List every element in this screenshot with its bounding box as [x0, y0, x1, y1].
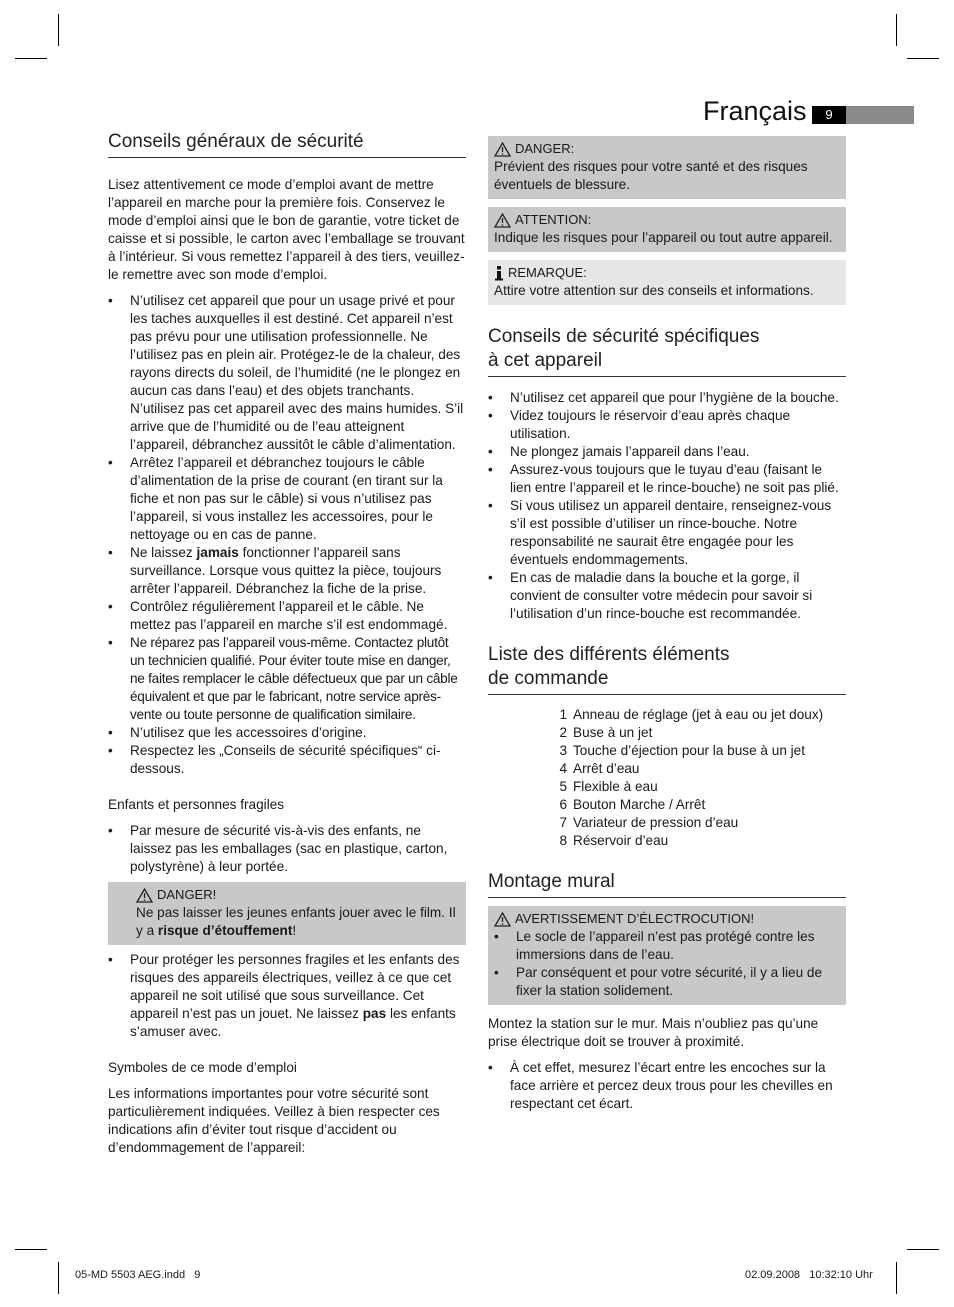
- list-item: • Pour protéger les personnes fragiles et les enfants des risques des appareils électriques, veillez à ce que cet appareil ne soit utilisé que sous surveillance. Cet appareil n’est pas un jouet. Ne laissez pas les enfants s’amuser avec.: [108, 952, 460, 1039]
- children-bullet-list: [108, 822, 466, 876]
- left-column: [108, 130, 466, 1157]
- electrocution-warning-box: AVERTISSEMENT D’ÉLECTROCUTION! • Le socle de l’appareil n’est pas protégé contre les immersions dans de l’eau. • Par conséquent et pour votre sécurité, il y a lieu de fixer la station solidement.: [488, 906, 846, 1005]
- info-icon: [494, 266, 504, 281]
- header-bar: [846, 106, 914, 124]
- crop-mark: [15, 58, 47, 59]
- crop-mark: [15, 1249, 47, 1250]
- attention-symbol-box: ATTENTION: Indique les risques pour l’appareil ou tout autre appareil.: [488, 207, 846, 252]
- remark-symbol-box: REMARQUE: Attire votre attention sur des conseils et informations.: [488, 260, 846, 305]
- list-item: • Contrôlez régulièrement l’appareil et le câble. Ne mettez pas l’appareil en marche s’il est endommagé.: [108, 599, 448, 632]
- list-item: • Ne laissez jamais fonctionner l’appareil sans surveillance. Lorsque vous quittez la pièce, toujours arrêter l’appareil. Débranchez la fiche de la prise.: [108, 545, 442, 596]
- crop-mark: [58, 14, 59, 46]
- wall-mount-title: Montage mural: [488, 870, 846, 898]
- danger-box-text: Ne pas laisser les jeunes enfants jouer avec le film. Il y a risque d’étouffement!: [136, 905, 456, 938]
- mount-paragraph: Montez la station sur le mur. Mais n’oubliez pas qu’une prise électrique doit se trouver à proximité.: [488, 1016, 819, 1049]
- list-item: 2 Buse à un jet: [559, 725, 653, 740]
- controls-title: Liste des différents éléments de commande: [488, 643, 846, 695]
- crop-mark: [907, 1249, 939, 1250]
- warning-triangle-icon: [494, 142, 511, 157]
- list-item: • En cas de maladie dans la bouche et la gorge, il convient de consulter votre médecin pour savoir si l’utilisation d’un rince-bouche est recommandée.: [488, 570, 813, 621]
- danger-symbol-box: DANGER: Prévient des risques pour votre santé et des risques éventuels de blessure.: [488, 136, 846, 199]
- list-item: • Par mesure de sécurité vis-à-vis des enfants, ne laissez pas les emballages (sac en plastique, carton, polystyrène) à leur portée.: [108, 823, 448, 874]
- list-item: • Respectez les „Conseils de sécurité spécifiques“ ci-dessous.: [108, 743, 441, 776]
- list-item: • Arrêtez l’appareil et débranchez toujours le câble d’alimentation de la prise de courant (en tirant sur la fiche et non pas sur le câble) si vous n’utilisez pas l’appareil, si vous installez les accessoires, pour le nettoyage ou en cas de panne.: [108, 455, 443, 542]
- controls-list: [554, 706, 846, 850]
- list-item: 4 Arrêt d’eau: [559, 761, 640, 776]
- danger-box: [108, 882, 466, 945]
- general-safety-title: Conseils généraux de sécurité: [108, 130, 466, 158]
- list-item: • Videz toujours le réservoir d’eau après chaque utilisation.: [488, 408, 791, 441]
- footer-datetime: 02.09.2008 10:32:10 Uhr: [745, 1269, 873, 1281]
- children-subheading: Enfants et personnes fragiles: [108, 797, 285, 812]
- warning-triangle-icon: [136, 888, 153, 903]
- warning-triangle-icon: [494, 213, 511, 228]
- list-item: • Si vous utilisez un appareil dentaire, renseignez-vous s’il est possible d’utiliser un rince-bouche. Notre responsabilité ne saurait être engagée pour les éventuels endommagements.: [488, 498, 832, 567]
- list-item: 6 Bouton Marche / Arrêt: [559, 797, 706, 812]
- list-item: 5 Flexible à eau: [559, 779, 658, 794]
- list-item: • N’utilisez cet appareil que pour l’hygiène de la bouche.: [488, 390, 839, 405]
- warning-triangle-icon: [494, 912, 511, 927]
- page-number: 9: [812, 106, 846, 124]
- list-item: • Par conséquent et pour votre sécurité, il y a lieu de fixer la station solidement.: [494, 965, 823, 998]
- list-item: 1 Anneau de réglage (jet à eau ou jet doux): [559, 707, 824, 722]
- crop-mark: [896, 1262, 897, 1294]
- specific-bullet-list: [488, 389, 846, 623]
- list-item: 3 Touche d’éjection pour la buse à un jet: [559, 743, 806, 758]
- general-bullet-list: [108, 292, 466, 778]
- mount-bullet-list: [488, 1059, 846, 1113]
- children-bullet-list-2: [108, 951, 466, 1041]
- specific-safety-title: Conseils de sécurité spécifiques à cet appareil: [488, 325, 846, 377]
- language-title: Français: [703, 96, 807, 126]
- list-item: 8 Réservoir d’eau: [559, 833, 669, 848]
- crop-mark: [58, 1262, 59, 1294]
- list-item: • N’utilisez que les accessoires d’origine.: [108, 725, 367, 740]
- crop-mark: [896, 14, 897, 46]
- right-column: [488, 136, 846, 1113]
- list-item: 7 Variateur de pression d’eau: [559, 815, 739, 830]
- list-item: • Ne réparez pas l’appareil vous-même. Contactez plutôt un technicien qualifié. Pour éviter toute mise en danger, ne faites remplacer le câble défectueux que par un câble équivalent et que par le fabricant, notre service après-vente ou toute personne de qualification similaire.: [108, 635, 458, 722]
- list-item: • À cet effet, mesurez l’écart entre les encoches sur la face arrière et percez deux trous pour les chevilles en respectant cet écart.: [488, 1060, 833, 1111]
- list-item: • Assurez-vous toujours que le tuyau d’eau (faisant le lien entre l’appareil et le rince-bouche) ne soit pas plié.: [488, 462, 839, 495]
- symbols-subheading: Symboles de ce mode d’emploi: [108, 1060, 297, 1075]
- danger-box-title: DANGER!: [136, 886, 460, 904]
- list-item: • Le socle de l’appareil n’est pas protégé contre les immersions dans de l’eau.: [494, 929, 815, 962]
- crop-mark: [907, 58, 939, 59]
- intro-paragraph: Lisez attentivement ce mode d’emploi avant de mettre l’appareil en marche pour la première fois. Conservez le mode d’emploi ainsi que le bon de garantie, votre ticket de caisse et si possible, le carton avec l’emballage se trouvant à l’intérieur. Si vous remettez l’appareil à des tiers, veuillez-le remettre avec son mode d’emploi.: [108, 177, 465, 282]
- list-item: • N’utilisez cet appareil que pour un usage privé et pour les taches auxquelles il est destiné. Cet appareil n’est pas prévu pour une utilisation professionnelle. Ne l’utilisez pas en plein air. Protégez-le de la chaleur, des rayons directs du soleil, de l’humidité (ne le plongez en aucun cas dans l’eau) et des objets tranchants. N’utilisez pas cet appareil avec des mains humides. S’il arrive que de l’humidité ou de l’eau atteignent l’appareil, débranchez aussitôt le câble d’alimentation.: [108, 293, 464, 452]
- footer-file-info: 05-MD 5503 AEG.indd 9: [75, 1269, 201, 1281]
- list-item: • Ne plongez jamais l’appareil dans l’eau.: [488, 444, 750, 459]
- symbols-paragraph: Les informations importantes pour votre sécurité sont particulièrement indiquées. Veillez à bien respecter ces indications afin d’éviter tout risque d’accident ou d’endommagement de l’appareil:: [108, 1086, 440, 1155]
